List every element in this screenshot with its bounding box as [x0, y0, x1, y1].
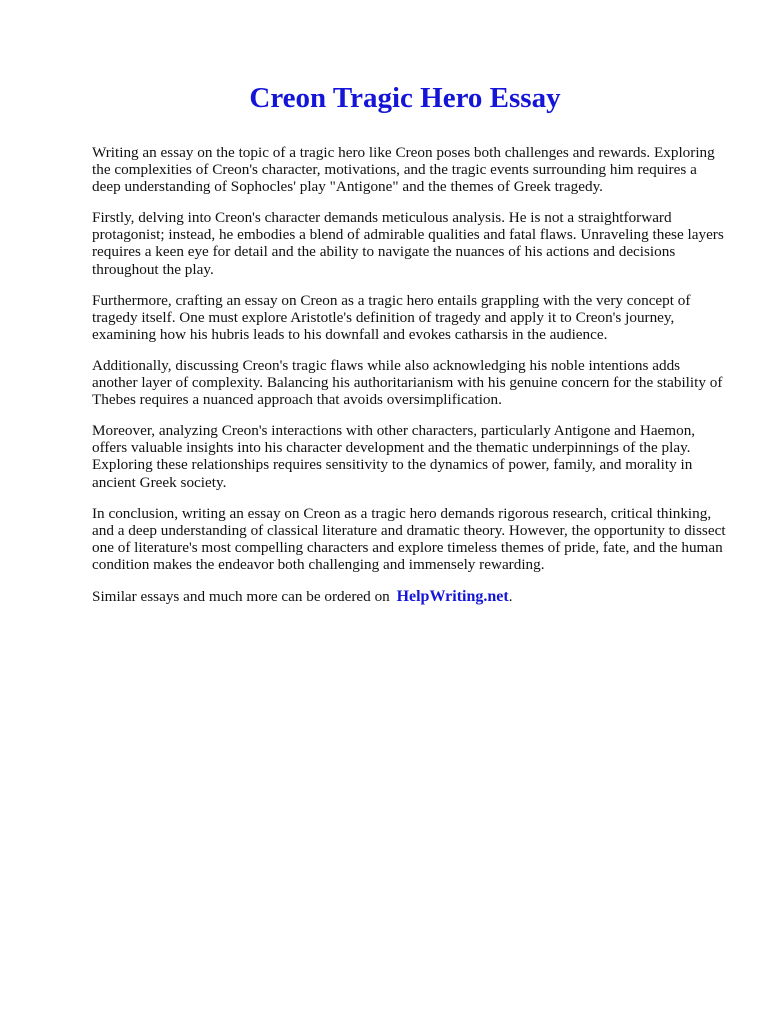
paragraph-3: Furthermore, crafting an essay on Creon as a tragic hero entails grappling with the very concept of tragedy itself. One must explore Aristotle's definition of tragedy and apply it to Creon's journey, examining how his hubris leads to his downfall and evokes catharsis in the audience.	[92, 291, 691, 343]
document-title: Creon Tragic Hero Essay	[249, 82, 561, 114]
helpwriting-link[interactable]: HelpWriting.net	[396, 587, 509, 605]
paragraph-6: In conclusion, writing an essay on Creon as a tragic hero demands rigorous research, critical thinking, and a deep understanding of classical literature and dramatic theory. However, the opportunity to dissect one of literature's most compelling characters and explore timeless themes of pride, fate, and the human condition makes the endeavor both challenging and immensely rewarding.	[92, 504, 726, 573]
footer-line	[92, 587, 728, 606]
paragraph-2: Firstly, delving into Creon's character demands meticulous analysis. He is not a straightforward protagonist; instead, he embodies a blend of admirable qualities and fatal flaws. Unraveling these layers requires a keen eye for detail and the ability to navigate the nuances of his actions and decisions throughout the play.	[92, 209, 724, 278]
paragraph-4: Additionally, discussing Creon's tragic flaws while also acknowledging his noble intentions adds another layer of complexity. Balancing his authoritarianism with his genuine concern for the stability of Thebes requires a nuanced approach that avoids oversimplification.	[92, 356, 723, 409]
footer-suffix: .	[508, 587, 513, 605]
paragraph-1: Writing an essay on the topic of a tragic hero like Creon poses both challenges and rewards. Exploring the complexities of Creon's character, motivations, and the tragic events surrounding him requires a deep understanding of Sophocles' play "Antigone" and the themes of Greek tragedy.	[92, 144, 715, 196]
footer-prefix: Similar essays and much more can be ordered on	[92, 587, 390, 605]
paragraph-5: Moreover, analyzing Creon's interactions with other characters, particularly Antigone and Haemon, offers valuable insights into his character development and the thematic underpinnings of the play. Exploring these relationships requires sensitivity to the dynamics of power, family, and morality in ancient Greek society.	[92, 422, 696, 491]
document-page	[92, 80, 728, 606]
